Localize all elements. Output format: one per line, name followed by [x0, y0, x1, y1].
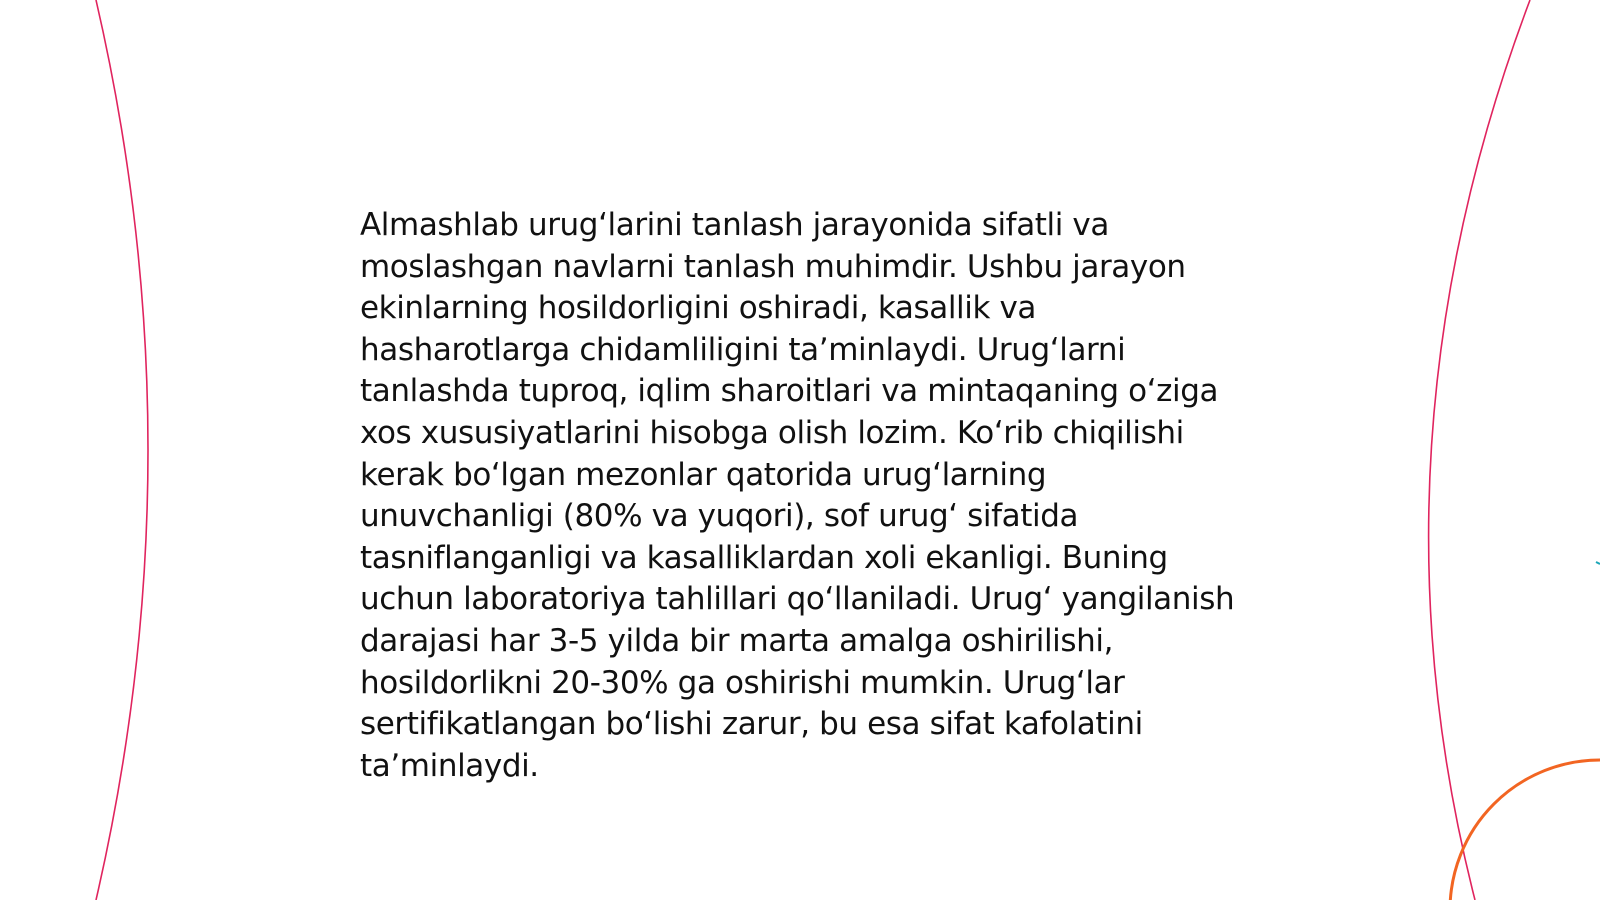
teal-accent — [1596, 562, 1600, 564]
left-curve — [96, 0, 148, 900]
right-curve — [1429, 0, 1530, 900]
body-paragraph: Almashlab urugʻlarini tanlash jarayonida sifatli va moslashgan navlarni tanlash muhimdir. Ushbu jarayon ekinlarning hosildorligini oshiradi, kasallik va hasharotlarga chidamliligini taʼminlaydi. Urugʻlarni tanlashda tuproq, iqlim sharoitlari va mintaqaning oʻziga xos xususiyatlarini hisobga olish lozim. Koʻrib chiqilishi kerak boʻlgan mezonlar qatorida urugʻlarning unuvchanligi (80% va yuqori), sof urugʻ sifatida tasniflanganligi va kasalliklardan xoli ekanligi. Buning uchun laboratoriya tahlillari qoʻllaniladi. Urugʻ yangilanish darajasi har 3-5 yilda bir marta amalga oshirilishi, hosildorlikni 20-30% ga oshirishi mumkin. Urugʻlar sertifikatlangan boʻlishi zarur, bu esa sifat kafolatini taʼminlaydi. — [360, 207, 1235, 784]
orange-arc — [1450, 760, 1600, 900]
